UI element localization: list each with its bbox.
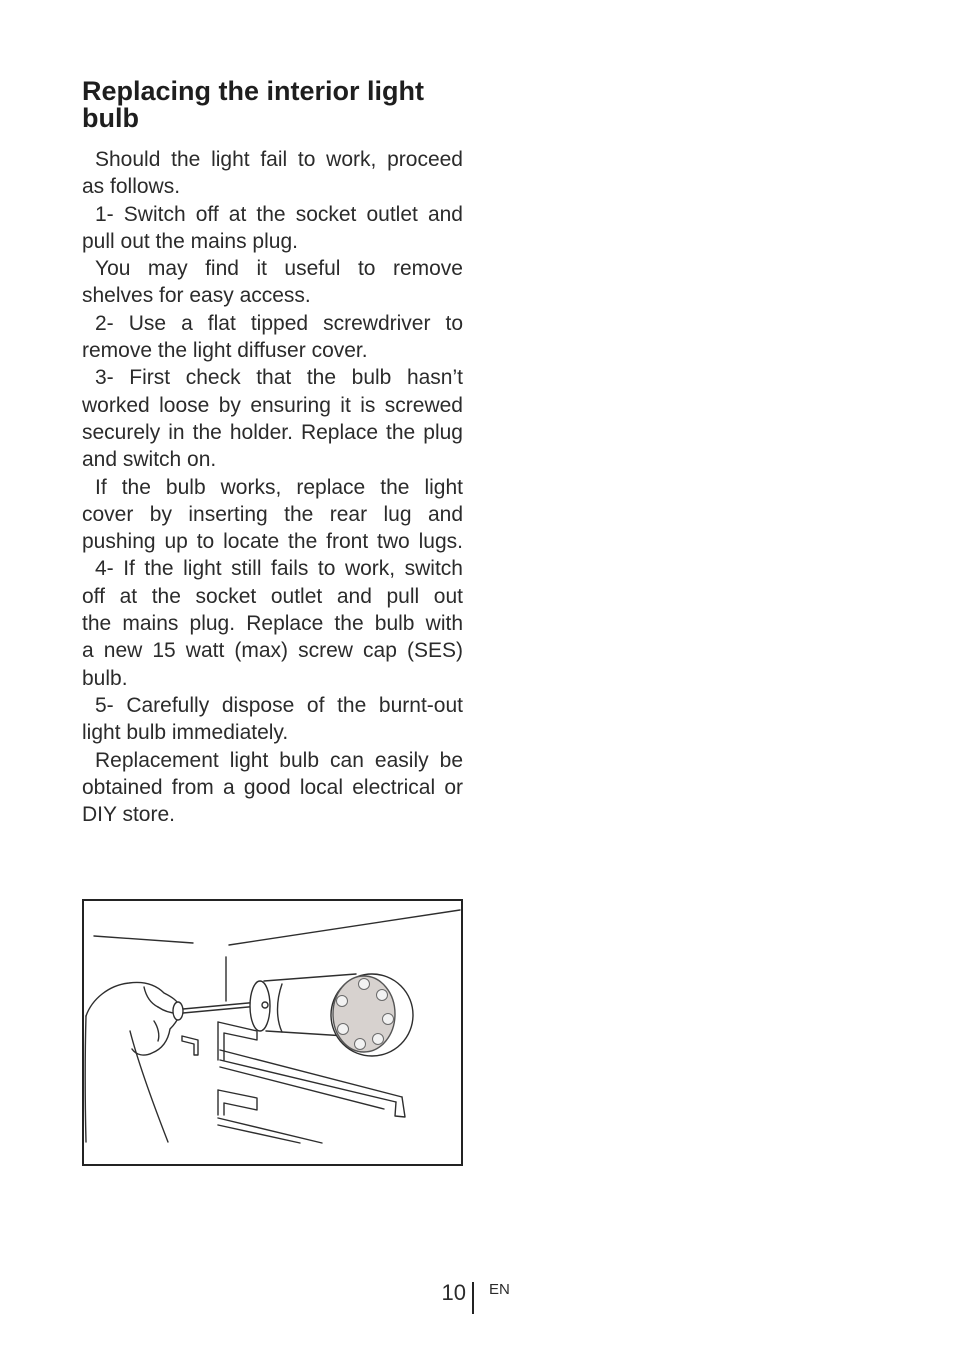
paragraph-step-2: [82, 310, 463, 365]
text-line: cover by inserting the rear lug and: [82, 502, 463, 526]
shelf-bracket-lower: [218, 1090, 257, 1115]
screwdriver: [173, 1002, 259, 1020]
text-line: pushing up to locate the front two lugs.: [82, 530, 463, 554]
footer-divider: [472, 1282, 474, 1314]
language-code: EN: [489, 1281, 510, 1298]
text-line: You may find it useful to remove: [95, 257, 463, 281]
text-line: securely in the holder. Replace the plug: [82, 420, 463, 444]
text-line: 1- Switch off at the socket outlet and: [95, 202, 463, 226]
glass-shelf: [220, 1050, 405, 1117]
paragraph-step-1: [82, 201, 463, 256]
text-line: a new 15 watt (max) screw cap (SES): [82, 639, 463, 663]
text-line: bulb.: [82, 666, 128, 690]
text-line: If the bulb works, replace the light: [95, 475, 463, 499]
text-line: 3- First check that the bulb hasn’t: [95, 366, 463, 390]
text-line: Replacement light bulb can easily be: [95, 748, 463, 772]
text-line: 4- If the light still fails to work, switch: [95, 557, 463, 581]
instructions-text: [82, 146, 463, 828]
text-line: 5- Carefully dispose of the burnt-out: [95, 693, 463, 717]
hand: [85, 982, 180, 1142]
text-line: off at the socket outlet and pull out: [82, 584, 463, 608]
text-line: obtained from a good local electrical or: [82, 775, 463, 799]
paragraph-intro: [82, 146, 463, 201]
text-line: worked loose by ensuring it is screwed: [82, 393, 463, 417]
text-line: 2- Use a flat tipped screwdriver to: [95, 311, 463, 335]
text-line: and switch on.: [82, 448, 217, 472]
text-line: Should the light fail to work, proceed: [95, 148, 463, 171]
paragraph-bulb-works: [82, 474, 463, 556]
section-heading: Replacing the interior light bulb: [82, 76, 425, 133]
paragraph-step-5: [82, 692, 463, 747]
text-line: shelves for easy access.: [82, 284, 311, 308]
figure-frame: [82, 899, 463, 1166]
ceiling-edge: [94, 910, 460, 1001]
paragraph-step-3: [82, 364, 463, 473]
light-diffuser-cover: [331, 974, 413, 1056]
text-line: DIY store.: [82, 803, 175, 827]
lower-shelf: [218, 1118, 322, 1143]
text-line: remove the light diffuser cover.: [82, 339, 368, 363]
paragraph-step-4: [82, 555, 463, 691]
text-line: light bulb immediately.: [82, 721, 289, 745]
hook: [182, 1036, 198, 1055]
text-line: the mains plug. Replace the bulb with: [82, 612, 463, 636]
page-number: 10: [441, 1280, 466, 1305]
text-line: as follows.: [82, 175, 181, 199]
paragraph-replacement-bulb: [82, 747, 463, 829]
paragraph-tip-remove-shelves: [82, 255, 463, 310]
light-cover-removal-illustration: [84, 901, 461, 1164]
text-line: pull out the mains plug.: [82, 229, 298, 253]
